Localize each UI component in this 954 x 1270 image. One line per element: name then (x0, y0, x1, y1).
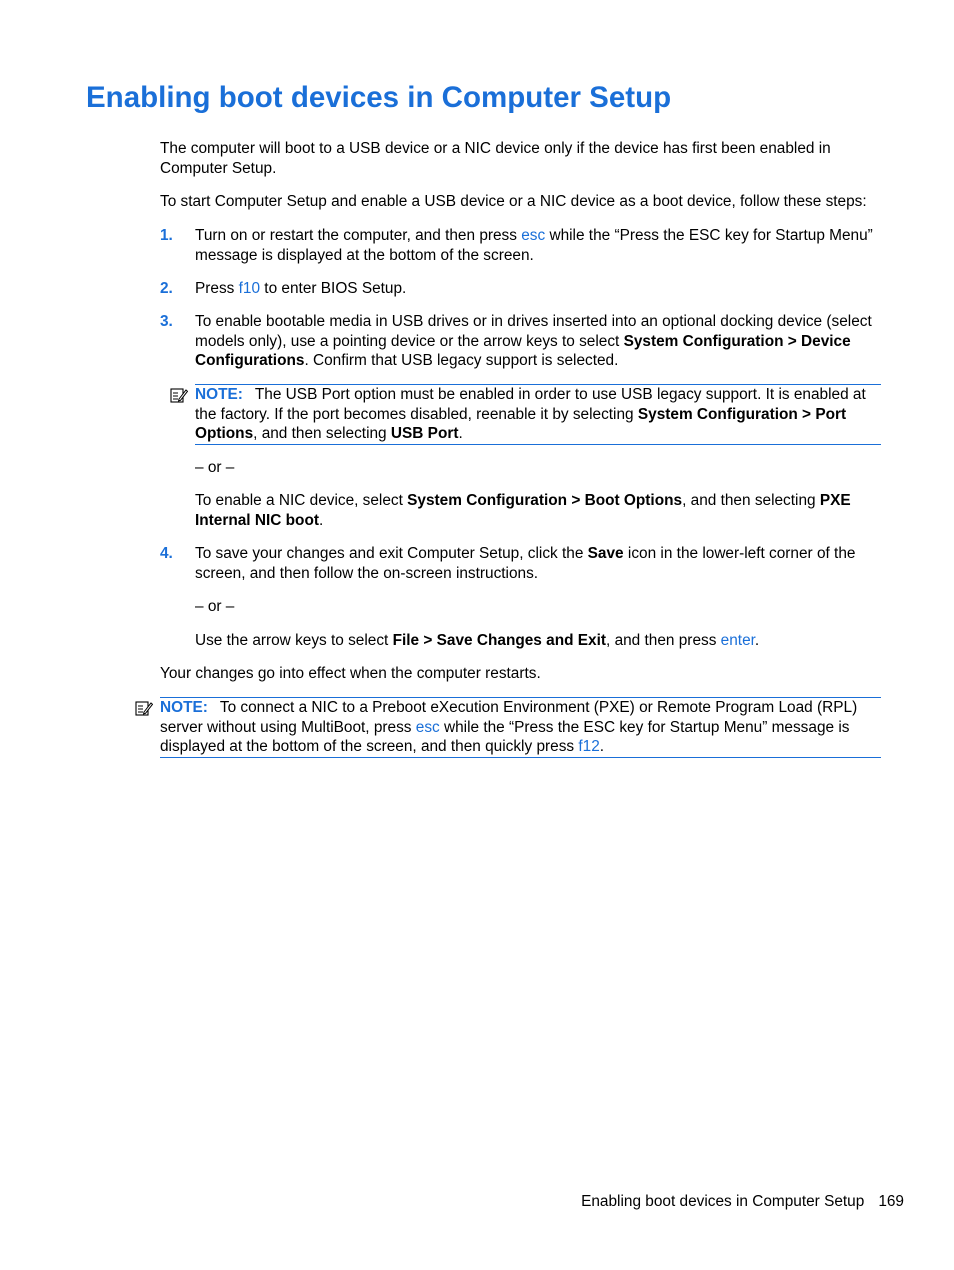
key-esc: esc (415, 718, 440, 736)
note-label: NOTE: (195, 386, 243, 403)
note-usb-port: NOTE: The USB Port option must be enabled in order to use USB legacy support. It is enabled at the factory. If the port becomes disabled, reenable it by selecting System Configuration > Port Options, and then selecting USB Port. (195, 384, 881, 445)
step-2-number: 2. (160, 280, 173, 297)
step-3-number: 3. (160, 313, 173, 330)
step-3-text: To enable bootable media in USB drives or in drives inserted into an optional docking device (select models only), use a pointing device or the arrow keys to select System Configuration > Device Configurations. Confirm that USB legacy support is selected. (195, 313, 872, 369)
key-f12: f12 (578, 738, 600, 755)
step-3-alternative: To enable a NIC device, select System Configuration > Boot Options, and then selecting PXE Internal NIC boot. (195, 492, 851, 529)
key-esc: esc (521, 227, 546, 244)
step-4-text: To save your changes and exit Computer Setup, click the Save icon in the lower-left corner of the screen, and then follow the on-screen instructions. (195, 545, 856, 582)
step-1-number: 1. (160, 227, 173, 244)
intro-paragraph-1: The computer will boot to a USB device or a NIC device only if the device has first been enabled in Computer Setup. (160, 140, 831, 177)
outro-paragraph: Your changes go into effect when the computer restarts. (160, 665, 541, 682)
page-footer (581, 1192, 904, 1212)
key-f10: f10 (238, 280, 261, 297)
step-1-text: Turn on or restart the computer, and then press esc while the “Press the ESC key for Startup Menu” message is displayed at the bottom of the screen. (195, 227, 873, 264)
step-4-alternative: Use the arrow keys to select File > Save Changes and Exit, and then press enter. (195, 632, 760, 649)
key-enter: enter (720, 632, 755, 649)
page-title: Enabling boot devices in Computer Setup (86, 81, 672, 114)
note-pencil-icon (135, 700, 153, 717)
note-pencil-icon (170, 387, 188, 404)
or-separator: – or – (195, 598, 235, 615)
note-pxe: NOTE: To connect a NIC to a Preboot eXecution Environment (PXE) or Remote Program Load (RPL) server without using MultiBoot, press esc while the “Press the ESC key for Startup Menu” message is displayed at the bottom of the screen, and then quickly press f12. (160, 697, 881, 758)
note-label: NOTE: (160, 699, 208, 716)
step-2-text: Press f10 to enter BIOS Setup. (195, 280, 407, 297)
footer-title: Enabling boot devices in Computer Setup (581, 1193, 865, 1210)
intro-paragraph-2: To start Computer Setup and enable a USB device or a NIC device as a boot device, follow these steps: (160, 193, 867, 210)
step-4-number: 4. (160, 545, 173, 562)
or-separator: – or – (195, 459, 235, 476)
page-number: 169 (878, 1193, 904, 1210)
